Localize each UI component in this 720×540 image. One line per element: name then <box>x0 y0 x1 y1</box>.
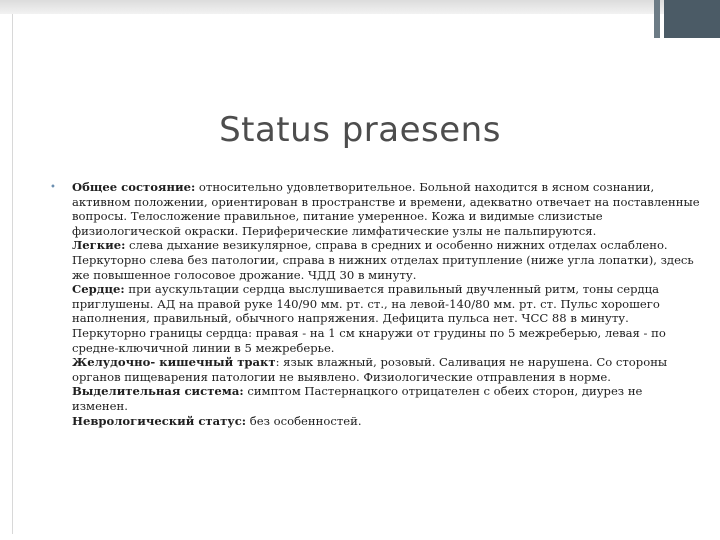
section-heading: Выделительная система: <box>72 384 244 399</box>
section-neuro <box>60 414 700 429</box>
slide-body <box>50 180 700 428</box>
section-excretory <box>60 384 700 413</box>
bullet-icon: • <box>50 182 56 193</box>
section-heart <box>60 282 700 355</box>
section-heading: Сердце: <box>72 282 125 297</box>
section-heading: Легкие: <box>72 238 126 253</box>
section-text: без особенностей. <box>246 413 362 428</box>
section-text: симптом Пастернацкого отрицателен с обеих сторон, диурез не изменен. <box>72 384 643 413</box>
slide-title: Status praesens <box>219 110 501 150</box>
left-border-line <box>12 14 13 534</box>
section-text: при аускультации сердца выслушивается правильный двучленный ритм, тоны сердца приглушены. АД на правой руке 140/90 мм. рт. ст., на левой-140/80 мм. рт. ст. Пульс хорошего наполнения, правильный, обычного напряжения. Дефицита пульса нет. ЧСС 88 в минуту. Перкуторно границы сердца: правая - на 1 см кнаружи от грудины по 5 межреберью, левая - по средне-ключичной линии в 5 межреберье. <box>72 282 666 355</box>
section-text: слева дыхание везикулярное, справа в средних и особенно нижних отделах ослаблено. Перкуторно слева без патологии, справа в нижних отделах притупление (ниже угла лопатки), здесь же повышенное голосовое дрожание. ЧДД 30 в минуту. <box>72 238 694 282</box>
corner-decor-block <box>664 0 720 38</box>
section-heading: Неврологический статус: <box>72 413 247 428</box>
section-heading: Желудочно- кишечный тракт <box>72 355 276 370</box>
section-gi-tract <box>60 355 700 384</box>
section-text: относительно удовлетворительное. Больной находится в ясном сознании, активном положении, ориентирован в пространстве и времени, адекватно отвечает на поставленные вопросы. Телосложение правильное, питание умеренное. Кожа и видимые слизистые физиологической окраски. Периферические лимфатические узлы не пальпируются. <box>72 180 700 238</box>
section-lungs <box>60 238 700 282</box>
top-decorative-band <box>0 0 720 14</box>
section-text: : язык влажный, розовый. Саливация не нарушена. Со стороны органов пищеварения патологии не выявлено. Физиологические отправления в норме. <box>72 355 668 384</box>
section-general-state <box>60 180 700 238</box>
section-heading: Общее состояние: <box>72 180 196 194</box>
